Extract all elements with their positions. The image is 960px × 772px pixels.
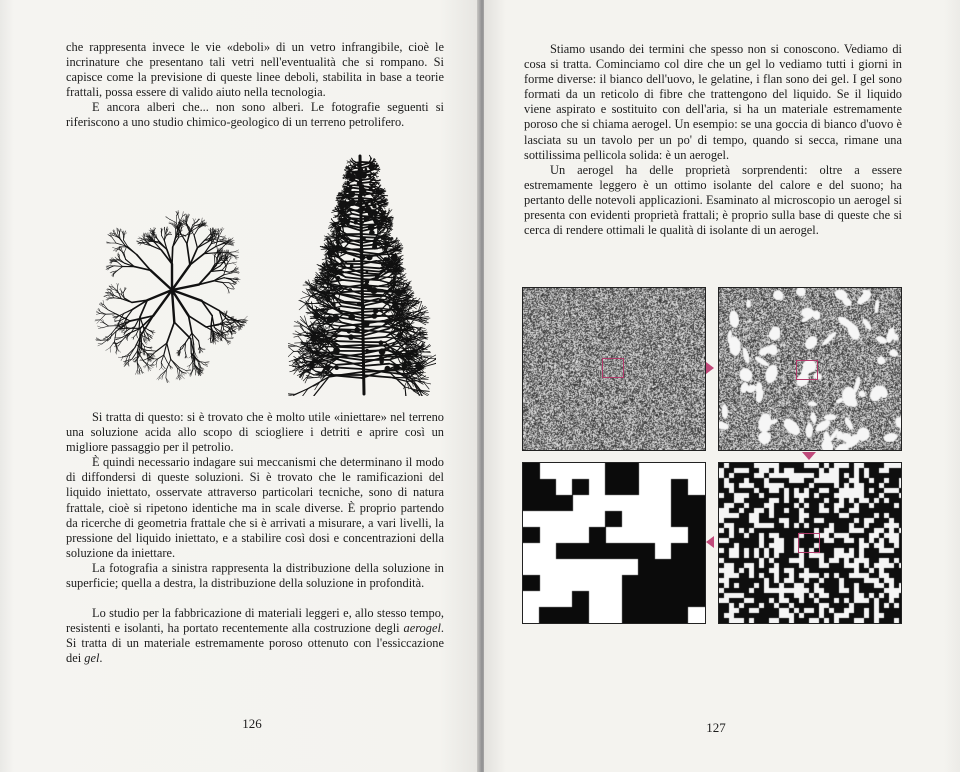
arrow-left-icon bbox=[706, 536, 714, 548]
paragraph: Stiamo usando dei termini che spesso non si conoscono. Vediamo di cosa si tratta. Cominciamo col dire che un gel lo vediamo tutti i giorni in forme diverse: il bianco dell'uovo, le gelatine, i flan sono dei gel. I gel sono formati da un reticolo di fibre che trattengono del liquido. Se il liquido viene aspirato e sostituito con dell'aria, si ha un materiale estremamente poroso che si chiama aerogel. Un esempio: se una goccia di bianco d'uovo è lasciata su un tavolo per un po' di tempo, quando si secca, rimane una sottilissima pellicola solida: è un aerogel. bbox=[524, 42, 902, 162]
text-run-italic: aerogel bbox=[403, 621, 441, 636]
page-number-left: 126 bbox=[242, 716, 262, 731]
left-text-top bbox=[66, 40, 444, 131]
fractal-figure-depth bbox=[288, 150, 436, 396]
text-run-italic: gel bbox=[84, 651, 100, 666]
left-page bbox=[0, 0, 479, 772]
paragraph: E ancora alberi che... non sono alberi. Le fotografie seguenti si riferiscono a uno studio chimico-geologico di un terreno petrolifero. bbox=[66, 100, 444, 130]
text-run: Lo studio per la fabbricazione di materiali leggeri e, allo stesso tempo, resistenti e isolanti, ha portato recentemente alla costruzione degli bbox=[66, 606, 444, 636]
right-text bbox=[524, 42, 902, 238]
page-number-right: 127 bbox=[706, 720, 726, 735]
fractal-figure-surface bbox=[64, 142, 274, 404]
paragraph: È quindi necessario indagare sui meccanismi che determinano il modo di diffondersi di queste soluzioni. Si è trovato che le ramificazioni del liquido iniettato, osservate attraverso particolari tecniche, sono di natura frattale, cioè si ripetono identiche ma in scale diverse. È proprio partendo da ricerche di geometria frattale che si è arrivati a misurare, a vari livelli, la pressione del liquido iniettato, e a stabilire così dosi e concentrazioni della soluzione da iniettare. bbox=[66, 455, 444, 560]
paragraph: che rappresenta invece le vie «deboli» di un vetro infrangibile, cioè le incrinature che presentano tali vetri nell'eventualità che si rompano. Si capisce come la previsione di queste linee deboli, stabilita in base a teorie frattali, possa essere di valido aiuto nella tecnologia. bbox=[66, 40, 444, 100]
aerogel-micrograph-4 bbox=[522, 462, 706, 624]
paragraph bbox=[66, 606, 444, 666]
paragraph: La fotografia a sinistra rappresenta la distribuzione della soluzione in superficie; quella a destra, la distribuzione della soluzione in profondità. bbox=[66, 560, 444, 591]
zoom-region-marker bbox=[602, 358, 624, 378]
text-run: . Si tratta di un materiale estremamente poroso ottenuto con l'essiccazione dei bbox=[66, 621, 444, 666]
right-page bbox=[484, 0, 960, 772]
paragraph: Si tratta di questo: si è trovato che è molto utile «iniettare» nel terreno una soluzione acida allo scopo di sciogliere i detriti e aprire così un migliore passaggio per il petrolio. bbox=[66, 410, 444, 455]
arrow-down-icon bbox=[802, 452, 816, 460]
paragraph: Un aerogel ha delle proprietà sorprendenti: oltre a essere estremamente leggero è un ottimo isolante del calore e del suono; ha pertanto delle notevoli applicazioni. Esaminato al microscopio un aerogel si presenta con evidenti proprietà frattali; è proprio sulla base di queste che si cerca di rendere ottimali le qualità di isolante di un aerogel. bbox=[524, 162, 902, 238]
left-text-bottom bbox=[66, 410, 444, 667]
text-run: . bbox=[99, 651, 103, 666]
zoom-region-marker bbox=[796, 360, 818, 380]
zoom-region-marker bbox=[798, 533, 820, 553]
arrow-right-icon bbox=[706, 362, 714, 374]
